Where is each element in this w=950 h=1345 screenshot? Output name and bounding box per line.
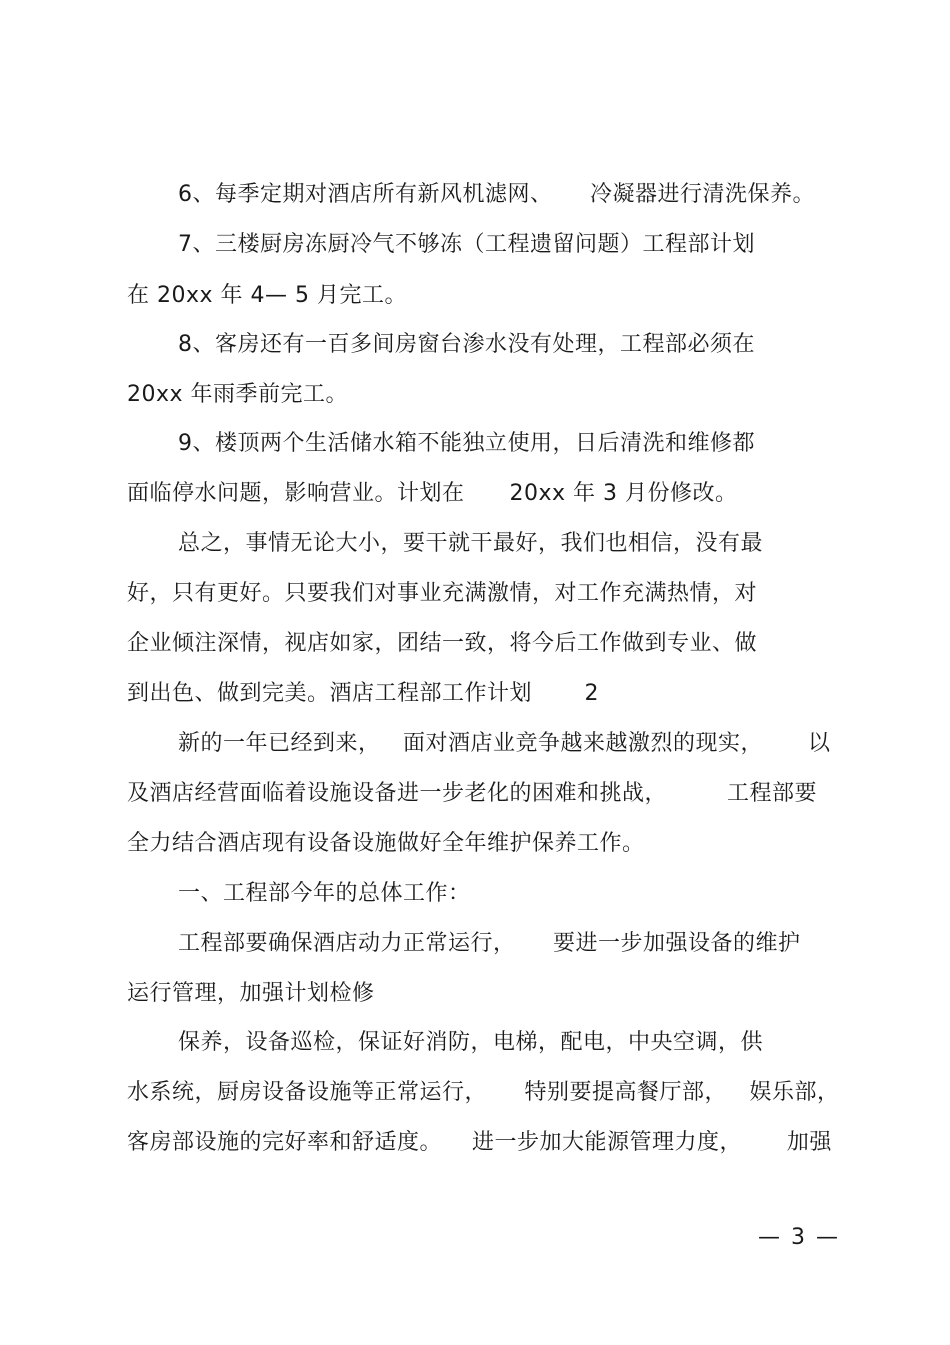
text-line: 企业倾注深情，视店如家，团结一致，将今后工作做到专业、做 bbox=[127, 631, 758, 656]
text-line: 及酒店经营面临着设施设备进一步老化的困难和挑战， 工程部要 bbox=[127, 781, 817, 806]
page-number: — 3 — bbox=[758, 1225, 840, 1250]
text-line: 8、客房还有一百多间房窗台渗水没有处理，工程部必须在 bbox=[178, 332, 755, 357]
text-line: 工程部要确保酒店动力正常运行， 要进一步加强设备的维护 bbox=[178, 931, 801, 956]
text-line: 客房部设施的完好率和舒适度。 进一步加大能源管理力度， 加强 bbox=[127, 1130, 832, 1155]
text-line: 6、每季定期对酒店所有新风机滤网、 冷凝器进行清洗保养。 bbox=[178, 182, 815, 207]
text-line: 面临停水问题，影响营业。计划在 20xx 年 3 月份修改。 bbox=[127, 481, 738, 506]
text-line: 全力结合酒店现有设备设施做好全年维护保养工作。 bbox=[127, 831, 645, 856]
text-line: 水系统，厨房设备设施等正常运行， 特别要提高餐厅部， 娱乐部， bbox=[127, 1080, 840, 1105]
text-line: 总之，事情无论大小，要干就干最好，我们也相信，没有最 bbox=[178, 531, 764, 556]
text-line: 20xx 年雨季前完工。 bbox=[127, 382, 349, 407]
text-line: 运行管理，加强计划检修 bbox=[127, 981, 375, 1006]
text-line: 保养，设备巡检，保证好消防，电梯，配电，中央空调，供 bbox=[178, 1030, 764, 1055]
text-line: 在 20xx 年 4— 5 月完工。 bbox=[127, 283, 407, 308]
text-line: 9、楼顶两个生活储水箱不能独立使用，日后清洗和维修都 bbox=[178, 431, 755, 456]
text-line: 好，只有更好。只要我们对事业充满激情，对工作充满热情，对 bbox=[127, 581, 758, 606]
text-line: 7、三楼厨房冻厨冷气不够冻（工程遗留问题）工程部计划 bbox=[178, 232, 755, 257]
text-line: 到出色、做到完美。酒店工程部工作计划 2 bbox=[127, 681, 599, 706]
text-line: 新的一年已经到来， 面对酒店业竞争越来越激烈的现实， 以 bbox=[178, 731, 831, 756]
text-line: 一、工程部今年的总体工作： bbox=[178, 881, 471, 906]
